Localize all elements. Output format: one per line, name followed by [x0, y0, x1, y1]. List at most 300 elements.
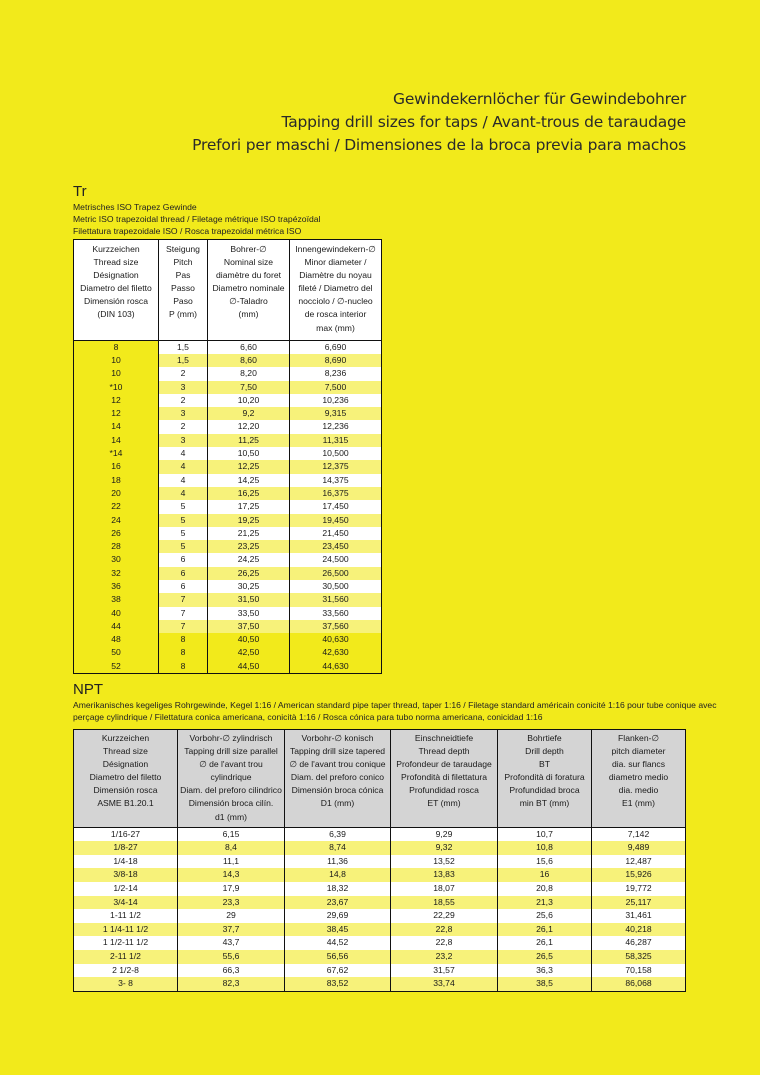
drill-parallel-cell: 29 [178, 909, 285, 923]
npt-col-header-pitch-diameter [592, 730, 686, 828]
drill-depth-cell: 21,3 [498, 896, 592, 910]
header-line: Désignation [93, 270, 139, 281]
drill-size-cell: 8,60 [208, 354, 290, 367]
pitch-cell: 5 [159, 527, 208, 540]
drill-tapered-cell: 11,36 [285, 855, 391, 869]
minor-diameter-cell: 33,560 [290, 607, 382, 620]
pitch-diameter-cell: 70,158 [592, 964, 686, 978]
drill-parallel-cell: 82,3 [178, 977, 285, 991]
thread-size-cell: 30 [74, 553, 159, 566]
thread-depth-cell: 22,29 [391, 909, 498, 923]
npt-desc-line: Amerikanisches kegeliges Rohrgewinde, Kegel 1:16 / American standard pipe taper thread, taper 1:16 / Filetage standard américain conicité 1:16 pour tube conique avec [73, 700, 717, 710]
table-row [74, 381, 382, 394]
thread-size-cell: 24 [74, 514, 159, 527]
thread-size-cell: 36 [74, 580, 159, 593]
thread-size-cell: *14 [74, 447, 159, 460]
drill-tapered-cell: 44,52 [285, 936, 391, 950]
drill-size-cell: 12,25 [208, 460, 290, 473]
drill-parallel-cell: 23,3 [178, 896, 285, 910]
minor-diameter-cell: 11,315 [290, 434, 382, 447]
drill-size-cell: 21,25 [208, 527, 290, 540]
header-line: Thread size [103, 746, 148, 757]
minor-diameter-cell: 7,500 [290, 381, 382, 394]
thread-size-cell: 48 [74, 633, 159, 646]
table-row [74, 514, 382, 527]
thread-size-cell: 1 1/4-11 1/2 [74, 923, 178, 937]
drill-size-cell: 10,50 [208, 447, 290, 460]
drill-parallel-cell: 8,4 [178, 841, 285, 855]
npt-col-header-drill-depth [498, 730, 592, 828]
table-row [74, 447, 382, 460]
drill-tapered-cell: 83,52 [285, 977, 391, 991]
drill-parallel-cell: 43,7 [178, 936, 285, 950]
header-line: Diamètre du noyau [299, 270, 372, 281]
header-line: Paso [173, 296, 193, 307]
tr-table [73, 239, 382, 674]
drill-depth-cell: 38,5 [498, 977, 592, 991]
drill-depth-cell: 25,6 [498, 909, 592, 923]
table-row [74, 660, 382, 674]
table-row [74, 354, 382, 367]
drill-size-cell: 42,50 [208, 646, 290, 659]
tr-table-header-row [74, 240, 382, 341]
header-line: P (mm) [168, 309, 197, 320]
drill-size-cell: 19,25 [208, 514, 290, 527]
drill-size-cell: 11,25 [208, 434, 290, 447]
header-line: d1 (mm) [215, 811, 247, 822]
table-row [74, 633, 382, 646]
header-line: Diametro del filetto [80, 283, 152, 294]
table-row [74, 896, 686, 910]
drill-depth-cell: 10,8 [498, 841, 592, 855]
minor-diameter-cell: 12,236 [290, 420, 382, 433]
pitch-diameter-cell: 19,772 [592, 882, 686, 896]
table-row [74, 540, 382, 553]
header-line: max (mm) [316, 322, 355, 333]
thread-depth-cell: 13,52 [391, 855, 498, 869]
drill-tapered-cell: 6,39 [285, 827, 391, 841]
table-row [74, 841, 686, 855]
pitch-cell: 7 [159, 607, 208, 620]
minor-diameter-cell: 8,236 [290, 367, 382, 380]
drill-size-cell: 33,50 [208, 607, 290, 620]
table-row [74, 500, 382, 513]
drill-depth-cell: 36,3 [498, 964, 592, 978]
pitch-cell: 8 [159, 633, 208, 646]
drill-size-cell: 6,60 [208, 340, 290, 354]
thread-depth-cell: 23,2 [391, 950, 498, 964]
drill-size-cell: 17,25 [208, 500, 290, 513]
minor-diameter-cell: 9,315 [290, 407, 382, 420]
table-row [74, 340, 382, 354]
header-line: Diam. del preforo conico [290, 772, 385, 783]
thread-size-cell: 16 [74, 460, 159, 473]
thread-depth-cell: 13,83 [391, 868, 498, 882]
header-line: diamètre du foret [216, 270, 281, 281]
header-line: D1 (mm) [320, 798, 355, 809]
header-line: ∅ de l'avant trou [199, 759, 263, 770]
table-row [74, 882, 686, 896]
minor-diameter-cell: 31,560 [290, 593, 382, 606]
drill-parallel-cell: 11,1 [178, 855, 285, 869]
table-row [74, 936, 686, 950]
header-line: Bohrtiefe [527, 733, 562, 743]
header-line: Kurzzeichen [92, 244, 140, 254]
table-row [74, 620, 382, 633]
drill-parallel-cell: 14,3 [178, 868, 285, 882]
minor-diameter-cell: 19,450 [290, 514, 382, 527]
table-row [74, 434, 382, 447]
npt-col-header-drill-tapered [285, 730, 391, 828]
npt-col-header-thread-depth [391, 730, 498, 828]
header-line: Minor diameter / [304, 257, 367, 268]
tr-desc-line: Metric ISO trapezoidal thread / Filetage métrique ISO trapézoïdal [73, 214, 321, 224]
pitch-cell: 3 [159, 434, 208, 447]
thread-size-cell: 50 [74, 646, 159, 659]
table-row [74, 527, 382, 540]
header-line: Thread depth [418, 746, 470, 757]
thread-depth-cell: 22,8 [391, 936, 498, 950]
header-line: ∅-Taladro [229, 296, 268, 307]
pitch-diameter-cell: 58,325 [592, 950, 686, 964]
thread-size-cell: 32 [74, 567, 159, 580]
thread-depth-cell: 9,29 [391, 827, 498, 841]
header-title-it-es: Prefori per maschi / Dimensiones de la broca previa para machos [192, 136, 686, 154]
thread-size-cell: 1/16-27 [74, 827, 178, 841]
table-row [74, 567, 382, 580]
drill-tapered-cell: 38,45 [285, 923, 391, 937]
header-line: fileté / Diametro del [298, 283, 373, 294]
npt-col-header-drill-parallel [178, 730, 285, 828]
header-line: min BT (mm) [519, 798, 570, 809]
header-line: Innengewindekern-∅ [295, 244, 376, 254]
header-line: (DIN 103) [97, 309, 135, 320]
header-line: Drill depth [525, 746, 564, 757]
header-line: dia. medio [618, 785, 659, 796]
pitch-cell: 8 [159, 660, 208, 674]
pitch-cell: 4 [159, 460, 208, 473]
thread-size-cell: 12 [74, 407, 159, 420]
header-line: Diametro nominale [212, 283, 285, 294]
pitch-cell: 2 [159, 420, 208, 433]
header-line: Dimensión broca cilín. [188, 798, 274, 809]
header-line: Bohrer-∅ [230, 244, 267, 254]
header-line: Profondità di foratura [504, 772, 585, 783]
minor-diameter-cell: 12,375 [290, 460, 382, 473]
tr-col-header-drill [208, 240, 290, 341]
thread-size-cell: 3/8-18 [74, 868, 178, 882]
pitch-cell: 2 [159, 394, 208, 407]
drill-tapered-cell: 18,32 [285, 882, 391, 896]
thread-depth-cell: 33,74 [391, 977, 498, 991]
drill-tapered-cell: 29,69 [285, 909, 391, 923]
pitch-cell: 5 [159, 540, 208, 553]
pitch-diameter-cell: 31,461 [592, 909, 686, 923]
npt-section-title: NPT [73, 681, 103, 698]
tr-desc-line: Metrisches ISO Trapez Gewinde [73, 202, 197, 212]
page-header [192, 88, 686, 157]
drill-size-cell: 12,20 [208, 420, 290, 433]
header-line: Kurzzeichen [101, 733, 150, 743]
thread-depth-cell: 31,57 [391, 964, 498, 978]
table-row [74, 607, 382, 620]
header-line: Pitch [173, 257, 193, 268]
thread-size-cell: 1/4-18 [74, 855, 178, 869]
pitch-cell: 4 [159, 487, 208, 500]
pitch-diameter-cell: 7,142 [592, 827, 686, 841]
drill-parallel-cell: 66,3 [178, 964, 285, 978]
drill-size-cell: 30,25 [208, 580, 290, 593]
header-line: diametro medio [608, 772, 669, 783]
pitch-cell: 2 [159, 367, 208, 380]
thread-size-cell: 3- 8 [74, 977, 178, 991]
thread-size-cell: 12 [74, 394, 159, 407]
header-line: Vorbohr-∅ konisch [301, 733, 374, 743]
table-row [74, 827, 686, 841]
table-row [74, 474, 382, 487]
drill-depth-cell: 26,5 [498, 950, 592, 964]
thread-size-cell: 1/2-14 [74, 882, 178, 896]
header-line: Profondità di filettatura [401, 772, 487, 783]
table-row [74, 909, 686, 923]
drill-size-cell: 31,50 [208, 593, 290, 606]
header-line: E1 (mm) [622, 798, 655, 809]
header-line: Profondeur de taraudage [396, 759, 492, 770]
drill-tapered-cell: 8,74 [285, 841, 391, 855]
minor-diameter-cell: 10,500 [290, 447, 382, 460]
minor-diameter-cell: 14,375 [290, 474, 382, 487]
pitch-diameter-cell: 86,068 [592, 977, 686, 991]
table-row [74, 460, 382, 473]
drill-parallel-cell: 6,15 [178, 827, 285, 841]
table-row [74, 923, 686, 937]
drill-depth-cell: 26,1 [498, 936, 592, 950]
pitch-diameter-cell: 12,487 [592, 855, 686, 869]
header-line: dia. sur flancs [611, 759, 666, 770]
header-line: ET (mm) [427, 798, 461, 809]
drill-size-cell: 26,25 [208, 567, 290, 580]
header-line: BT [539, 759, 550, 770]
pitch-diameter-cell: 9,489 [592, 841, 686, 855]
minor-diameter-cell: 37,560 [290, 620, 382, 633]
table-row [74, 646, 382, 659]
header-line: Diam. del preforo cilindrico [180, 785, 282, 796]
drill-size-cell: 7,50 [208, 381, 290, 394]
header-line: Flanken-∅ [618, 733, 659, 743]
table-row [74, 580, 382, 593]
header-title-de: Gewindekernlöcher für Gewindebohrer [393, 90, 686, 108]
pitch-cell: 4 [159, 474, 208, 487]
table-row [74, 553, 382, 566]
header-line: Nominal size [223, 257, 274, 268]
npt-table [73, 729, 686, 992]
header-line: Vorbohr-∅ zylindrisch [189, 733, 273, 743]
minor-diameter-cell: 21,450 [290, 527, 382, 540]
header-line: nocciolo / ∅-nucleo [298, 296, 373, 307]
minor-diameter-cell: 17,450 [290, 500, 382, 513]
thread-size-cell: 38 [74, 593, 159, 606]
header-line: ASME B1.20.1 [97, 798, 154, 809]
minor-diameter-cell: 44,630 [290, 660, 382, 674]
header-line: Diametro del filetto [89, 772, 162, 783]
pitch-cell: 4 [159, 447, 208, 460]
npt-table-body [74, 827, 686, 991]
table-row [74, 487, 382, 500]
header-line: de rosca interior [304, 309, 367, 320]
pitch-cell: 5 [159, 500, 208, 513]
thread-size-cell: 28 [74, 540, 159, 553]
header-line: Passo [171, 283, 195, 294]
minor-diameter-cell: 24,500 [290, 553, 382, 566]
drill-tapered-cell: 14,8 [285, 868, 391, 882]
header-line: Désignation [102, 759, 149, 770]
thread-size-cell: 8 [74, 340, 159, 354]
pitch-cell: 6 [159, 553, 208, 566]
minor-diameter-cell: 26,500 [290, 567, 382, 580]
thread-size-cell: 10 [74, 367, 159, 380]
header-line: (mm) [238, 309, 259, 320]
drill-parallel-cell: 37,7 [178, 923, 285, 937]
pitch-diameter-cell: 25,117 [592, 896, 686, 910]
pitch-cell: 6 [159, 580, 208, 593]
table-row [74, 868, 686, 882]
header-line: Dimensión rosca [93, 785, 158, 796]
thread-depth-cell: 22,8 [391, 923, 498, 937]
header-line: ∅ de l'avant trou conique [289, 759, 386, 770]
drill-depth-cell: 15,6 [498, 855, 592, 869]
drill-depth-cell: 16 [498, 868, 592, 882]
drill-parallel-cell: 17,9 [178, 882, 285, 896]
pitch-cell: 3 [159, 381, 208, 394]
pitch-cell: 1,5 [159, 340, 208, 354]
table-row [74, 394, 382, 407]
header-line: Einschneidtiefe [414, 733, 474, 743]
pitch-cell: 1,5 [159, 354, 208, 367]
header-line: Dimensión rosca [84, 296, 148, 307]
minor-diameter-cell: 42,630 [290, 646, 382, 659]
minor-diameter-cell: 16,375 [290, 487, 382, 500]
drill-size-cell: 37,50 [208, 620, 290, 633]
pitch-cell: 6 [159, 567, 208, 580]
drill-tapered-cell: 56,56 [285, 950, 391, 964]
minor-diameter-cell: 30,500 [290, 580, 382, 593]
tr-col-header-pitch [159, 240, 208, 341]
drill-depth-cell: 10,7 [498, 827, 592, 841]
table-row [74, 367, 382, 380]
pitch-diameter-cell: 40,218 [592, 923, 686, 937]
table-row [74, 593, 382, 606]
header-line: Thread size [93, 257, 139, 268]
thread-size-cell: 1-11 1/2 [74, 909, 178, 923]
thread-size-cell: 20 [74, 487, 159, 500]
pitch-cell: 7 [159, 620, 208, 633]
header-title-en-fr: Tapping drill sizes for taps / Avant-trous de taraudage [281, 113, 686, 131]
drill-depth-cell: 20,8 [498, 882, 592, 896]
thread-size-cell: 14 [74, 434, 159, 447]
header-line: Profundidad rosca [409, 785, 479, 796]
npt-col-header-thread-size [74, 730, 178, 828]
npt-table-header-row [74, 730, 686, 828]
thread-depth-cell: 18,07 [391, 882, 498, 896]
header-line: cylindrique [210, 772, 252, 783]
pitch-diameter-cell: 15,926 [592, 868, 686, 882]
header-line: Dimensión broca cónica [291, 785, 384, 796]
header-line: pitch diameter [611, 746, 666, 757]
thread-size-cell: 44 [74, 620, 159, 633]
thread-size-cell: 18 [74, 474, 159, 487]
header-line: Profundidad broca [509, 785, 580, 796]
thread-size-cell: 26 [74, 527, 159, 540]
thread-size-cell: 22 [74, 500, 159, 513]
table-row [74, 977, 686, 991]
drill-tapered-cell: 23,67 [285, 896, 391, 910]
drill-size-cell: 9,2 [208, 407, 290, 420]
tr-col-header-thread-size [74, 240, 159, 341]
tr-col-header-minor-diameter [290, 240, 382, 341]
pitch-cell: 3 [159, 407, 208, 420]
drill-tapered-cell: 67,62 [285, 964, 391, 978]
minor-diameter-cell: 23,450 [290, 540, 382, 553]
pitch-cell: 5 [159, 514, 208, 527]
drill-size-cell: 24,25 [208, 553, 290, 566]
thread-size-cell: *10 [74, 381, 159, 394]
tr-section-description [73, 201, 320, 237]
drill-size-cell: 16,25 [208, 487, 290, 500]
thread-size-cell: 3/4-14 [74, 896, 178, 910]
thread-size-cell: 2-11 1/2 [74, 950, 178, 964]
header-line: Tapping drill size tapered [289, 746, 386, 757]
pitch-cell: 8 [159, 646, 208, 659]
minor-diameter-cell: 8,690 [290, 354, 382, 367]
minor-diameter-cell: 6,690 [290, 340, 382, 354]
table-row [74, 964, 686, 978]
thread-size-cell: 1/8-27 [74, 841, 178, 855]
thread-depth-cell: 9,32 [391, 841, 498, 855]
pitch-diameter-cell: 46,287 [592, 936, 686, 950]
table-row [74, 855, 686, 869]
npt-desc-line: perçage cylindrique / Filettatura conica americana, conicità 1:16 / Rosca cónica para tubo norma americana, conicidad 1:16 [73, 712, 543, 722]
drill-size-cell: 40,50 [208, 633, 290, 646]
drill-parallel-cell: 55,6 [178, 950, 285, 964]
header-line: Pas [175, 270, 191, 281]
drill-size-cell: 23,25 [208, 540, 290, 553]
thread-depth-cell: 18,55 [391, 896, 498, 910]
pitch-cell: 7 [159, 593, 208, 606]
header-line: Steigung [166, 244, 200, 254]
thread-size-cell: 10 [74, 354, 159, 367]
drill-size-cell: 10,20 [208, 394, 290, 407]
header-line: Tapping drill size parallel [184, 746, 278, 757]
npt-section-description [73, 699, 717, 723]
thread-size-cell: 14 [74, 420, 159, 433]
drill-depth-cell: 26,1 [498, 923, 592, 937]
thread-size-cell: 2 1/2-8 [74, 964, 178, 978]
drill-size-cell: 14,25 [208, 474, 290, 487]
tr-section-title: Tr [73, 183, 87, 200]
tr-table-body [74, 340, 382, 673]
tr-desc-line: Filettatura trapezoidale ISO / Rosca trapezoidal métrica ISO [73, 226, 302, 236]
table-row [74, 950, 686, 964]
thread-size-cell: 1 1/2-11 1/2 [74, 936, 178, 950]
drill-size-cell: 8,20 [208, 367, 290, 380]
table-row [74, 420, 382, 433]
table-row [74, 407, 382, 420]
thread-size-cell: 40 [74, 607, 159, 620]
drill-size-cell: 44,50 [208, 660, 290, 674]
minor-diameter-cell: 10,236 [290, 394, 382, 407]
thread-size-cell: 52 [74, 660, 159, 674]
minor-diameter-cell: 40,630 [290, 633, 382, 646]
